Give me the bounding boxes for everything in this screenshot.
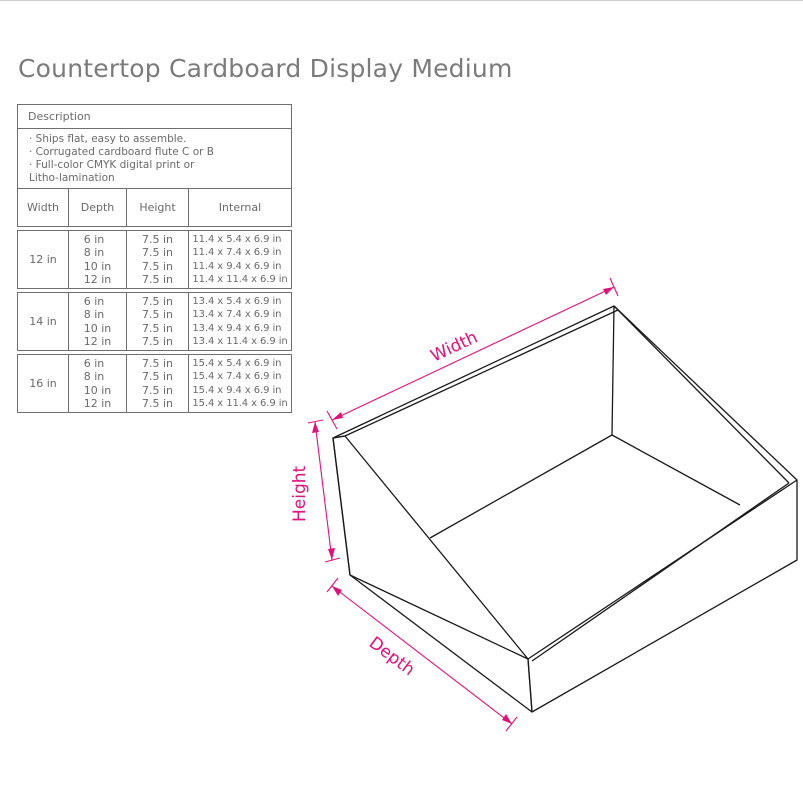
depth-label: Depth	[364, 633, 419, 681]
internal-value: 11.4 x 9.4 x 6.9 in	[192, 260, 282, 272]
height-value: 7.5 in	[141, 294, 174, 308]
depth-value: 6 in	[83, 294, 105, 308]
internal-value: 15.4 x 9.4 x 6.9 in	[192, 384, 282, 396]
internal-value: 11.4 x 7.4 x 6.9 in	[192, 247, 282, 258]
floor-right-edge	[612, 435, 740, 505]
height-value: 7.5 in	[141, 356, 174, 370]
height-value: 7.5 in	[141, 308, 174, 321]
group-width: 12 in	[18, 231, 69, 288]
width-dimension-line	[332, 287, 614, 420]
height-arrow-bottom	[328, 548, 335, 560]
header-width: Width	[18, 189, 69, 226]
depth-value: 8 in	[83, 370, 105, 383]
height-label: Height	[290, 465, 310, 522]
width-label: Width	[427, 327, 481, 367]
depth-value: 6 in	[83, 356, 105, 370]
depth-value: 10 in	[83, 259, 112, 273]
internal-value: 13.4 x 11.4 x 6.9 in	[192, 336, 288, 347]
depth-value: 8 in	[83, 246, 105, 259]
description-line: · Full-color CMYK digital print or	[29, 159, 195, 171]
height-value: 7.5 in	[141, 273, 174, 286]
page-title: Countertop Cardboard Display Medium	[18, 54, 513, 83]
internal-value: 15.4 x 7.4 x 6.9 in	[192, 371, 282, 382]
right-slope-inner	[618, 310, 789, 483]
group-width: 14 in	[18, 293, 69, 350]
depth-value: 6 in	[83, 232, 105, 246]
height-dimension-line	[315, 422, 332, 560]
internal-value: 13.4 x 5.4 x 6.9 in	[192, 295, 282, 307]
group-width: 16 in	[18, 355, 69, 412]
header-depth: Depth	[69, 189, 127, 226]
height-value: 7.5 in	[141, 335, 174, 348]
internal-value: 11.4 x 5.4 x 6.9 in	[192, 233, 282, 245]
width-arrow-right	[603, 287, 614, 295]
box-front-panel	[528, 480, 797, 712]
height-value: 7.5 in	[141, 232, 174, 246]
height-value: 7.5 in	[141, 397, 174, 410]
depth-value: 10 in	[83, 321, 112, 335]
header-height: Height	[127, 189, 189, 226]
height-value: 7.5 in	[141, 246, 174, 259]
internal-value: 11.4 x 11.4 x 6.9 in	[192, 274, 288, 285]
depth-value: 12 in	[83, 397, 112, 410]
width-arrow-left	[332, 412, 343, 420]
internal-value: 15.4 x 5.4 x 6.9 in	[192, 357, 282, 369]
depth-arrow-left	[332, 586, 342, 596]
header-internal: Internal	[218, 201, 262, 214]
depth-arrow-right	[502, 714, 512, 724]
depth-value: 12 in	[83, 335, 112, 348]
floor-back-edge	[430, 435, 612, 538]
description-line: Litho-lamination	[29, 172, 115, 184]
description-line: · Ships flat, easy to assemble.	[29, 133, 187, 145]
height-value: 7.5 in	[141, 321, 174, 335]
internal-value: 13.4 x 7.4 x 6.9 in	[192, 309, 282, 320]
description-heading: Description	[28, 110, 91, 123]
right-slope-outer	[614, 306, 797, 480]
height-value: 7.5 in	[141, 259, 174, 273]
height-value: 7.5 in	[141, 370, 174, 383]
depth-value: 8 in	[83, 308, 105, 321]
box-left-side-panel	[333, 436, 528, 659]
depth-value: 10 in	[83, 383, 112, 397]
description-line: · Corrugated cardboard flute C or B	[29, 146, 215, 158]
height-value: 7.5 in	[141, 383, 174, 397]
back-inner-edge	[612, 306, 614, 435]
depth-value: 12 in	[83, 273, 112, 286]
internal-value: 15.4 x 11.4 x 6.9 in	[192, 398, 288, 409]
box-back-panel	[333, 306, 618, 438]
height-arrow-top	[312, 422, 319, 433]
internal-value: 13.4 x 9.4 x 6.9 in	[192, 322, 282, 334]
height-tick-bottom	[325, 558, 340, 562]
